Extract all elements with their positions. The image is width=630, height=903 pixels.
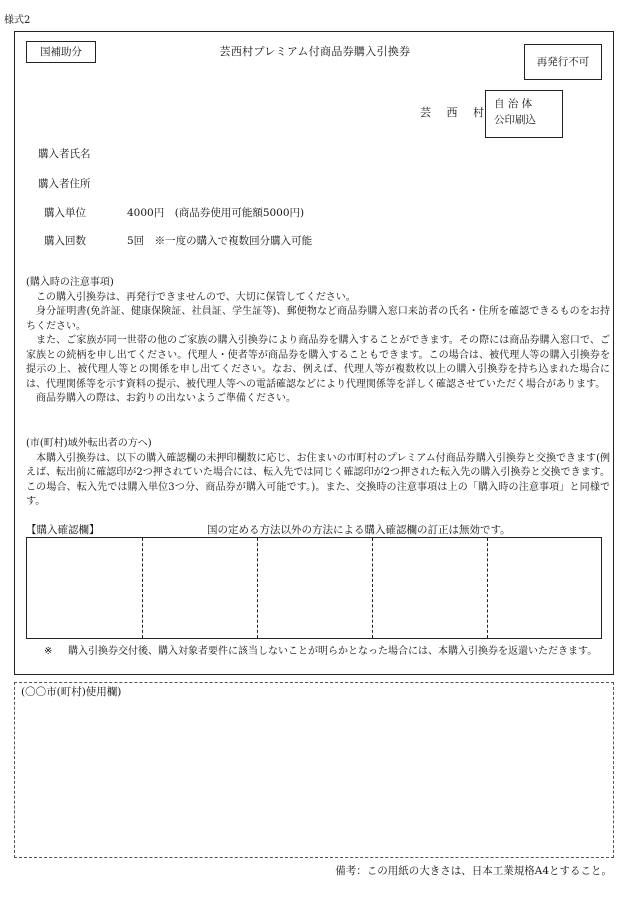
purchase-note-2: 身分証明書(免許証、健康保険証、社員証、学生証等)、郵便物など商品券購入窓口来訪者の氏名・住所を確認できるものをお持ちください。 (26, 306, 610, 332)
footnote-text: 購入引換券交付後、購入対象者要件に該当しないことが明らかとなった場合には、本購入引換券を返還いただきます。 (68, 646, 598, 657)
purchase-unit-label: 購入単位 (44, 207, 86, 219)
purchase-unit-value: 4000円 (商品券使用可能額5000円) (127, 207, 305, 219)
purchase-note-1: この購入引換券は、再発行できませんので、大切に保管してください。 (36, 291, 356, 303)
confirm-stamp-grid (26, 537, 602, 639)
form-number: 様式2 (4, 15, 31, 26)
purchase-note-3: また、ご家族が同一世帯の他のご家族の購入引換券により商品券を購入することができます。その際には商品券購入窓口で、ご家族との続柄を申し出てください。代理人・使者等が商品券を購入することもできます。この場合は、被代理人等の購入引換券を提示の上、被代理人等との関係を申し出てください。なお、例えば、代理人等が複数枚以上の購入引換券を持ち込まれた場合には、代理関係等を示す資料の提示、被代理人等への電話確認などにより代理関係等を詳しく確認させていただく場合があります。 (26, 335, 610, 390)
no-reissue-box: 再発行不可 (524, 44, 602, 80)
purchase-notes (26, 276, 610, 407)
moving-notes-heading: (市(町村)域外転出者の方へ) (26, 438, 152, 449)
stamp-divider (142, 538, 143, 638)
purchase-note-4: 商品券購入の際は、お釣りの出ないようご準備ください。 (36, 393, 296, 404)
confirm-section-header: 【購入確認欄】 (26, 524, 100, 536)
stamp-divider (257, 538, 258, 638)
seal-line-1: 自 治 体 (494, 98, 533, 110)
seal-line-2: 公印刷込 (494, 113, 536, 126)
local-use-label: (〇〇市(町村)使用欄) (21, 686, 122, 698)
stamp-divider (487, 538, 488, 638)
village-name: 芸 西 村 (420, 106, 490, 119)
stamp-divider (372, 538, 373, 638)
official-seal-box (485, 90, 563, 138)
voucher-title: 芸西村プレミアム付商品券購入引換券 (219, 45, 411, 58)
purchaser-name-label: 購入者氏名 (38, 148, 91, 160)
purchase-notes-heading: (購入時の注意事項) (26, 277, 114, 288)
purchase-count-value: 5回 ※一度の購入で複数回分購入可能 (127, 235, 313, 247)
national-subsidy-label: 国補助分 (26, 41, 96, 63)
footnote (44, 645, 610, 660)
moving-note-1: 本購入引換券は、以下の購入確認欄の未押印欄数に応じ、お住まいの市町村のプレミアム付商品券購入引換券と交換できます(例えば、転出前に確認印が2つ押されていた場合には、転入先では同じく確認印が2つ押された転入先の購入引換券と交換できます。この場合、転入先では購入単位3つ分、商品券が購入可能です。)。また、交換時の注意事項は上の「購入時の注意事項」と同様です。 (26, 452, 610, 507)
moving-notes (26, 437, 610, 510)
purchase-count-label: 購入回数 (44, 235, 86, 247)
local-use-box (14, 682, 614, 858)
purchaser-address-label: 購入者住所 (38, 178, 91, 190)
confirm-warning: 国の定める方法以外の方法による購入確認欄の訂正は無効です。 (207, 524, 511, 536)
paper-size-remark: 備考：この用紙の大きさは、日本工業規格A4とすること。 (335, 865, 612, 877)
footnote-mark: ※ (44, 646, 53, 657)
